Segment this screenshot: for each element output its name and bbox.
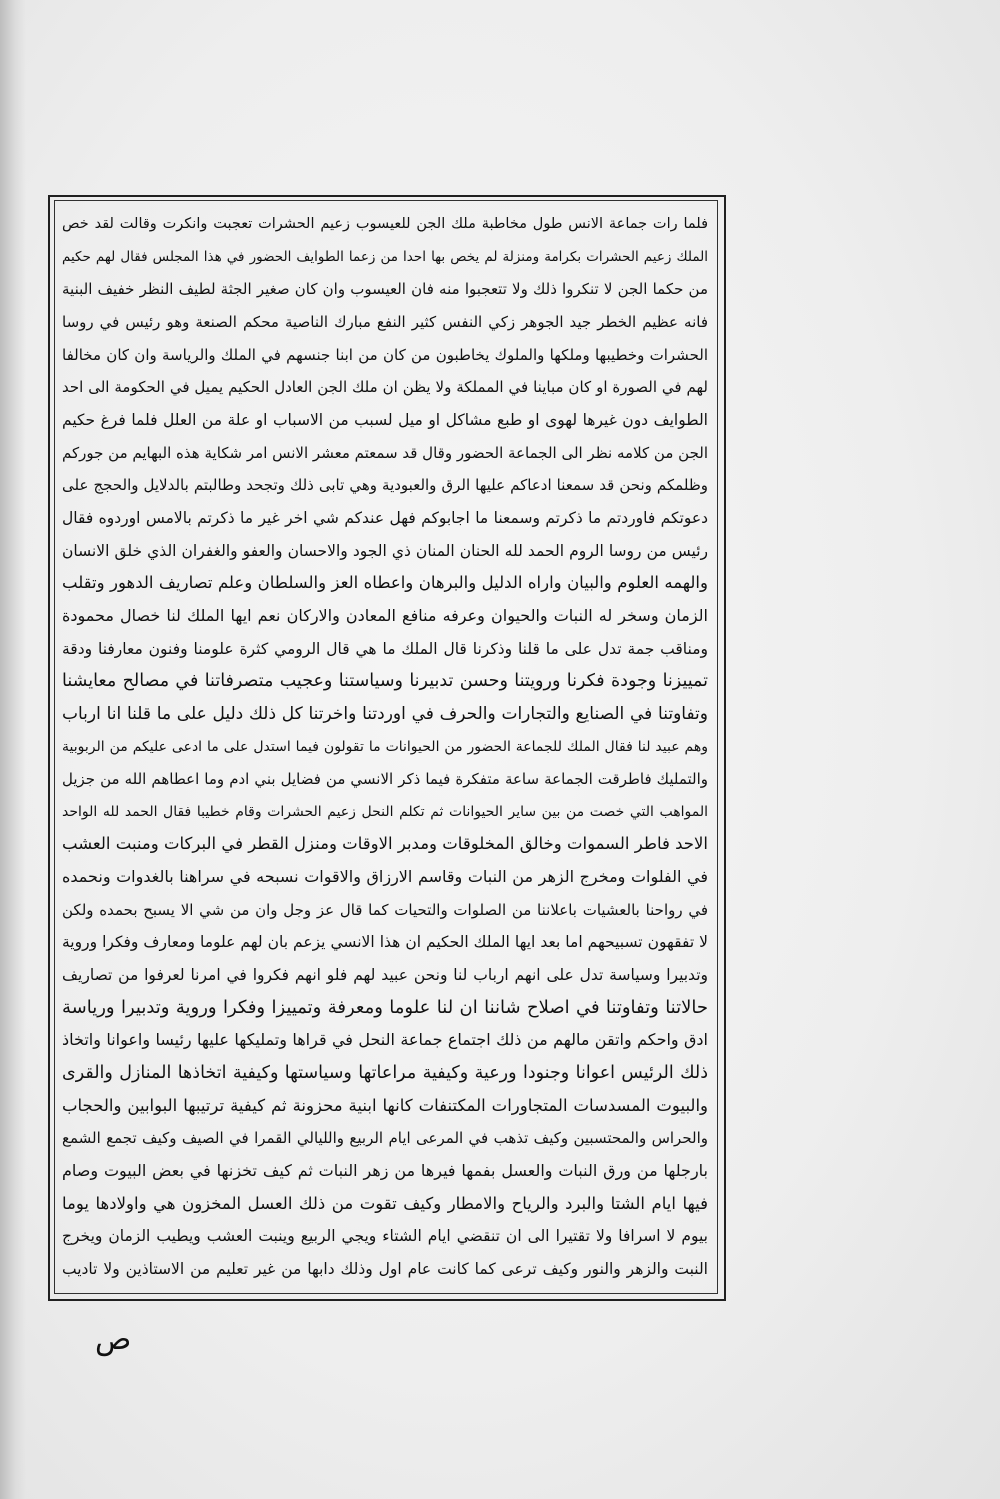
text-line: من حكما الجن لا تنكروا ذلك ولا تتعجبوا منه فان العيسوب وان كان صغير الجثة لطيف النظر خفيف البنية: [62, 280, 708, 299]
text-line: النبت والزهر والنور وكيف ترعى كما كانت عام اول وذلك دابها من غير تعليم من الاستاذين ولا تاديب: [62, 1260, 708, 1278]
text-line: بارجلها من ورق النبات والعسل بفمها فيرها من زهر النبات ثم كيف تخزنها في بعض البيوت وصام: [62, 1161, 708, 1181]
text-line: وتفاوتنا في الصنايع والتجارات والحرف في اوردتنا واخرتنا كل ذلك دليل على ما قلنا انا ارباب: [62, 703, 708, 724]
text-line: دعوتكم فاوردتم ما ذكرتم وسمعنا ما اجابوكم فهل عندكم شي اخر غير ما ذكرتم بالامس اوردوه فقال: [62, 508, 708, 527]
text-line: بيوم لا اسرافا ولا تقتيرا الى ان تنقضي ايام الشتاء ويجي الربيع وينبت العشب ويطيب الزمان ويخرج: [62, 1227, 708, 1246]
text-line: الجن من كلامه نظر الى الجماعة الحضور وقال قد سمعتم معشر الانس امر شكاية هذه البهايم من جوركم: [62, 443, 708, 462]
text-line: الملك زعيم الحشرات بكرامة ومنزلة لم يخص بها احدا من زعما الطوايف الحضور في هذا المجلس فقال لهم حكيم: [62, 248, 708, 265]
page-edge-shadow: [0, 0, 26, 1499]
text-line: في رواحنا بالعشيات باعلاننا من الصلوات والتحيات كما قال عز وجل وان من شي الا يسبح بحمده ولكن: [62, 900, 708, 919]
text-line: الاحد فاطر السموات وخالق المخلوقات ومدبر الاوقات ومنزل القطر في البركات ومنبت العشب: [62, 834, 708, 854]
text-line: حالاتنا وتفاوتنا في اصلاح شاننا ان لنا علوما ومعرفة وتمييزا وفكرا وروية وتدبيرا ورياسة: [62, 996, 708, 1018]
text-line: ادق واحكم واتقن مالهم من ذلك اجتماع جماعة النحل في قراها وتمليكها عليها رئيسا واعوانا واتخاذ: [62, 1030, 708, 1050]
text-line: الطوايف دون غيرها لهوى او طبع مشاكل او ميل لسبب من الاسباب او علة من العلل فلما فرغ حكيم: [62, 410, 708, 429]
text-line: ذلك الرئيس اعوانا وجنودا ورعية وكيفية مراعاتها وسياستها وكيفية اتخاذها المنازل والقرى: [62, 1063, 708, 1084]
text-line: تمييزنا وجودة فكرنا ورويتنا وحسن تدبيرنا وسياستنا وعجيب متصرفاتنا في مصالح معايشنا: [62, 671, 708, 692]
folio-mark: ص: [95, 1322, 132, 1357]
text-line: في الفلوات ومخرج الزهر من النبات وقاسم الارزاق والاقوات نسبحه في سراهنا بالغدوات ونحمده: [62, 867, 708, 887]
text-line: فيها ايام الشتا والبرد والرياح والامطار وكيف تقوت من ذلك العسل المخزون هي واولادها يوما: [62, 1193, 708, 1213]
text-line: والحراس والمحتسبين وكيف تذهب في المرعى ايام الربيع والليالي القمرا في الصيف وكيف تجمع الشمع: [62, 1129, 708, 1148]
manuscript-text-block: [62, 208, 708, 1286]
text-line: المواهب التي خصت من بين ساير الحيوانات ثم تكلم النحل زعيم الحشرات وقام خطيبا فقال الحمد لله الواحد: [62, 803, 708, 820]
text-line: فانه عظيم الخطر جيد الجوهر زكي النفس كثير النفع مبارك الناصية محكم الصنعة وهو رئيس في روسا: [62, 312, 708, 331]
text-line: لا تفقهون تسبيحهم اما بعد ايها الملك الحكيم ان هذا الانسي يزعم بان لهم علوما ومعارف وفكرا وروية: [62, 933, 708, 952]
text-line: ومناقب جمة تدل على ما قلنا وذكرنا قال الملك ما هي قال الرومي كثرة علومنا وفنون معارفنا ودقة: [62, 639, 708, 658]
text-line: فلما رات جماعة الانس طول مخاطبة ملك الجن للعيسوب زعيم الحشرات تعجبت وانكرت وقالت لقد خص: [62, 216, 708, 232]
text-line: والبيوت المسدسات المتجاورات المكتنفات كانها ابنية محزونة ثم كيفية ترتيبها البوابين والحجاب: [62, 1095, 708, 1115]
text-line: وظلمكم ونحن قد سمعنا ادعاكم عليها الرق والعبودية وهي تابى ذلك وتجحد وطالبتم بالدلايل والحجج على: [62, 476, 708, 495]
text-line: وهم عبيد لنا فقال الملك للجماعة الحضور من الحيوانات ما تقولون فيما استدل على ما ادعى عليكم من الربوبية: [62, 738, 708, 755]
text-line: رئيس من روسا الروم الحمد لله الحنان المنان ذي الجود والاحسان والعفو والغفران الذي خلق الانسان: [62, 541, 708, 560]
text-line: والهمه العلوم والبيان واراه الدليل والبرهان واعطاه العز والسلطان وعلم تصاريف الدهور وتقلب: [62, 573, 708, 593]
text-line: لهم في الصورة او كان مباينا في المملكة ولا يظن ان ملك الجن العادل الحكيم يميل في الحكومة الى احد: [62, 378, 708, 397]
text-line: وتدبيرا وسياسة تدل على انهم ارباب لنا ونحن عبيد لهم فلو انهم فكروا في امرنا لعرفوا من تصاريف: [62, 966, 708, 985]
text-line: الحشرات وخطيبها وملكها والملوك يخاطبون من كان من ابنا جنسهم في الملك والرياسة وان كان مخالفا: [62, 345, 708, 364]
text-line: والتمليك فاطرقت الجماعة ساعة متفكرة فيما ذكر الانسي من فضايل بني ادم وما اعطاهم الله من جزيل: [62, 770, 708, 789]
text-line: الزمان وسخر له النبات والحيوان وعرفه منافع المعادن والاركان نعم ايها الملك لنا خصال محمودة: [62, 605, 708, 625]
